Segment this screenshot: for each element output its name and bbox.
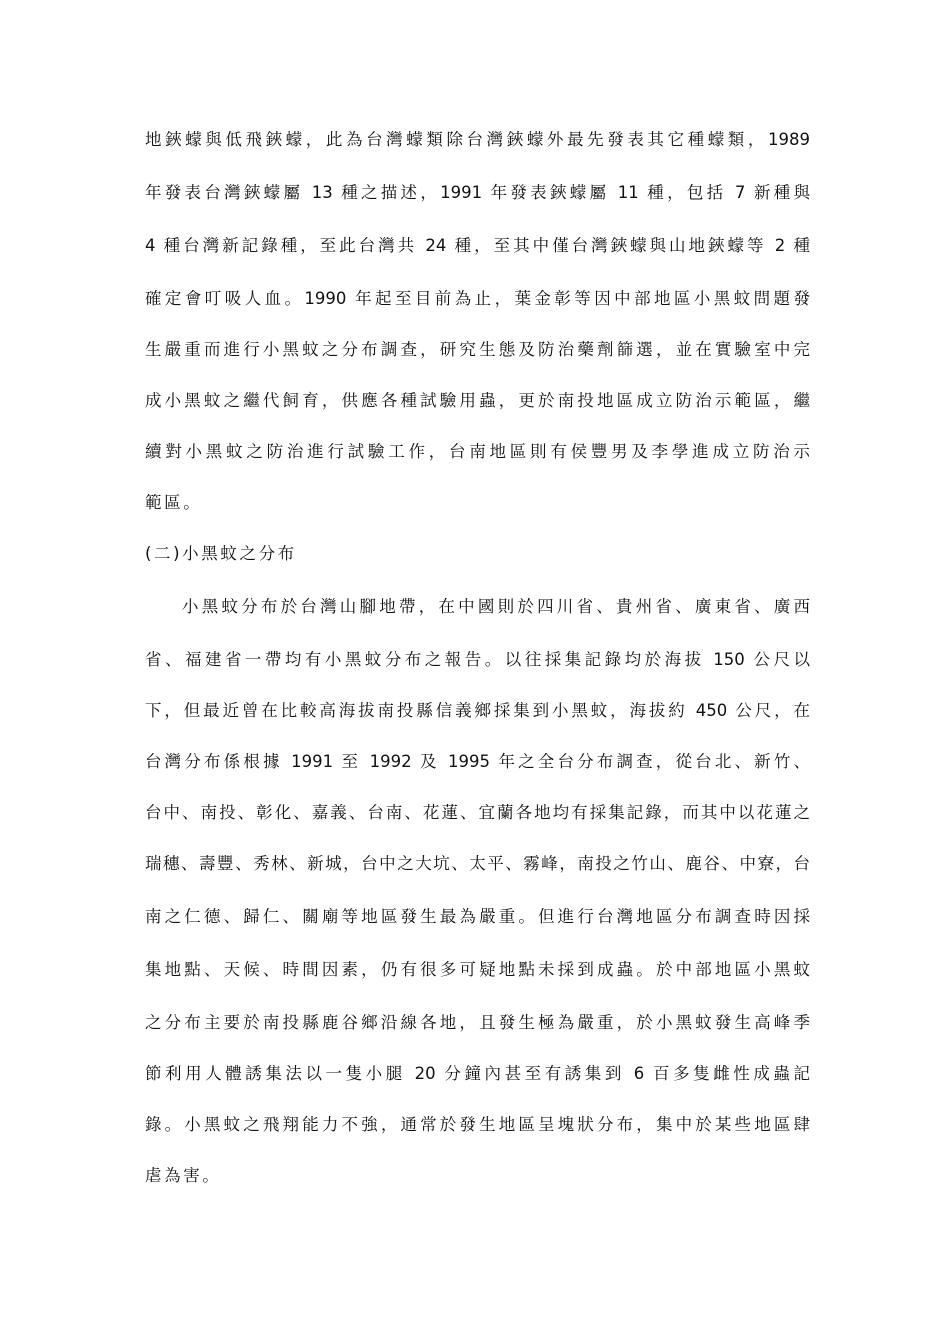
paragraph-line: 範區。 bbox=[145, 493, 203, 512]
paragraph-line: 成小黑蚊之繼代飼育，供應各種試驗用蟲，更於南投地區成立防治示範區，繼 bbox=[145, 391, 810, 410]
paragraph-line: 之分布主要於南投縣鹿谷鄉沿線各地，且發生極為嚴重，於小黑蚊發生高峰季 bbox=[145, 1013, 810, 1032]
paragraph-line: 虐為害。 bbox=[145, 1166, 222, 1185]
paragraph-line: 地鋏蠓與低飛鋏蠓，此為台灣蠓類除台灣鋏蠓外最先發表其它種蠓類，1989 bbox=[145, 130, 810, 149]
paragraph-line: 下，但最近曾在比較高海拔南投縣信義鄉採集到小黑蚊，海拔約 450 公尺，在 bbox=[145, 701, 810, 720]
paragraph-line: 錄。小黑蚊之飛翔能力不強，通常於發生地區呈塊狀分布，集中於某些地區肆 bbox=[145, 1115, 810, 1134]
paragraph-line: 集地點、天候、時間因素，仍有很多可疑地點未採到成蟲。於中部地區小黑蚊 bbox=[145, 960, 810, 979]
paragraph-line: 南之仁德、歸仁、關廟等地區發生最為嚴重。但進行台灣地區分布調查時因採 bbox=[145, 907, 810, 926]
paragraph-line: 台中、南投、彰化、嘉義、台南、花蓮、宜蘭各地均有採集記錄，而其中以花蓮之 bbox=[145, 803, 810, 822]
paragraph-line: 小黑蚊分布於台灣山腳地帶，在中國則於四川省、貴州省、廣東省、廣西 bbox=[182, 597, 810, 616]
paragraph-line: 省、福建省一帶均有小黑蚊分布之報告。以往採集記錄均於海拔 150 公尺以 bbox=[145, 650, 810, 669]
paragraph-line: 確定會叮吸人血。1990 年起至目前為止，葉金彰等因中部地區小黑蚊問題發 bbox=[145, 289, 810, 308]
section-heading: (二)小黑蚊之分布 bbox=[145, 544, 297, 563]
paragraph-line: 瑞穗、壽豐、秀林、新城，台中之大坑、太平、霧峰，南投之竹山、鹿谷、中寮，台 bbox=[145, 854, 810, 873]
paragraph-line: 年發表台灣鋏蠓屬 13 種之描述，1991 年發表鋏蠓屬 11 種，包括 7 新種與 bbox=[145, 183, 810, 202]
paragraph-line: 生嚴重而進行小黑蚊之分布調查，研究生態及防治藥劑篩選，並在實驗室中完 bbox=[145, 340, 810, 359]
paragraph-line: 4 種台灣新記錄種，至此台灣共 24 種，至其中僅台灣鋏蠓與山地鋏蠓等 2 種 bbox=[145, 236, 810, 255]
paragraph-line: 續對小黑蚊之防治進行試驗工作，台南地區則有侯豐男及李學進成立防治示 bbox=[145, 442, 810, 461]
paragraph-line: 台灣分布係根據 1991 至 1992 及 1995 年之全台分布調查，從台北、新竹、 bbox=[145, 752, 810, 771]
paragraph-line: 節利用人體誘集法以一隻小腿 20 分鐘內甚至有誘集到 6 百多隻雌性成蟲記 bbox=[145, 1064, 810, 1083]
